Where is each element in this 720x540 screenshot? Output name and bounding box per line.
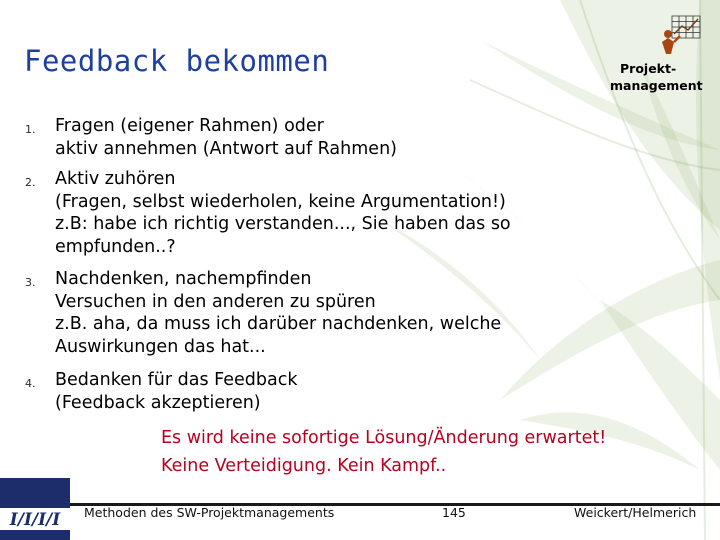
list-number: 3.: [25, 276, 36, 289]
note-no-immediate-solution: Es wird keine sofortige Lösung/Änderung erwartet!: [161, 428, 607, 448]
list-line: empfunden..?: [55, 236, 176, 257]
list-line: z.B: habe ich richtig verstanden..., Sie haben das so: [55, 214, 511, 234]
list-item-text: [55, 115, 397, 160]
footer-authors: Weickert/Helmerich: [574, 505, 697, 520]
list-number: 1.: [25, 123, 36, 136]
list-line: Auswirkungen das hat...: [55, 336, 266, 357]
university-logo-icon: [0, 478, 70, 540]
list-line: Versuchen in den anderen zu spüren: [55, 291, 376, 312]
list-line: Nachdenken, nachempfinden: [55, 269, 312, 289]
logo-line-2: management: [610, 78, 703, 93]
list-item-text: [55, 168, 511, 258]
slide-title: Feedback bekommen: [24, 44, 330, 78]
list-number: 2.: [25, 176, 36, 189]
list-item-text: [55, 268, 501, 358]
list-line: (Fragen, selbst wiederholen, keine Argumentation!): [55, 191, 506, 212]
list-line: Fragen (eigener Rahmen) oder: [55, 116, 324, 136]
list-line: (Feedback akzeptieren): [55, 392, 261, 413]
footer-page-number: 145: [442, 505, 466, 520]
list-number: 4.: [25, 377, 36, 390]
logo-line-1: Projekt-: [620, 61, 677, 76]
list-line: aktiv annehmen (Antwort auf Rahmen): [55, 138, 397, 159]
list-item-text: [55, 369, 298, 414]
list-line: Aktiv zuhören: [55, 169, 176, 189]
university-logo-text: I/I/I/I: [9, 510, 61, 530]
list-line: Bedanken für das Feedback: [55, 370, 298, 390]
note-no-defense: Keine Verteidigung. Kein Kampf..: [161, 456, 447, 476]
footer-course: Methoden des SW-Projektmanagements: [84, 505, 335, 520]
list-line: z.B. aha, da muss ich darüber nachdenken, welche: [55, 314, 502, 334]
